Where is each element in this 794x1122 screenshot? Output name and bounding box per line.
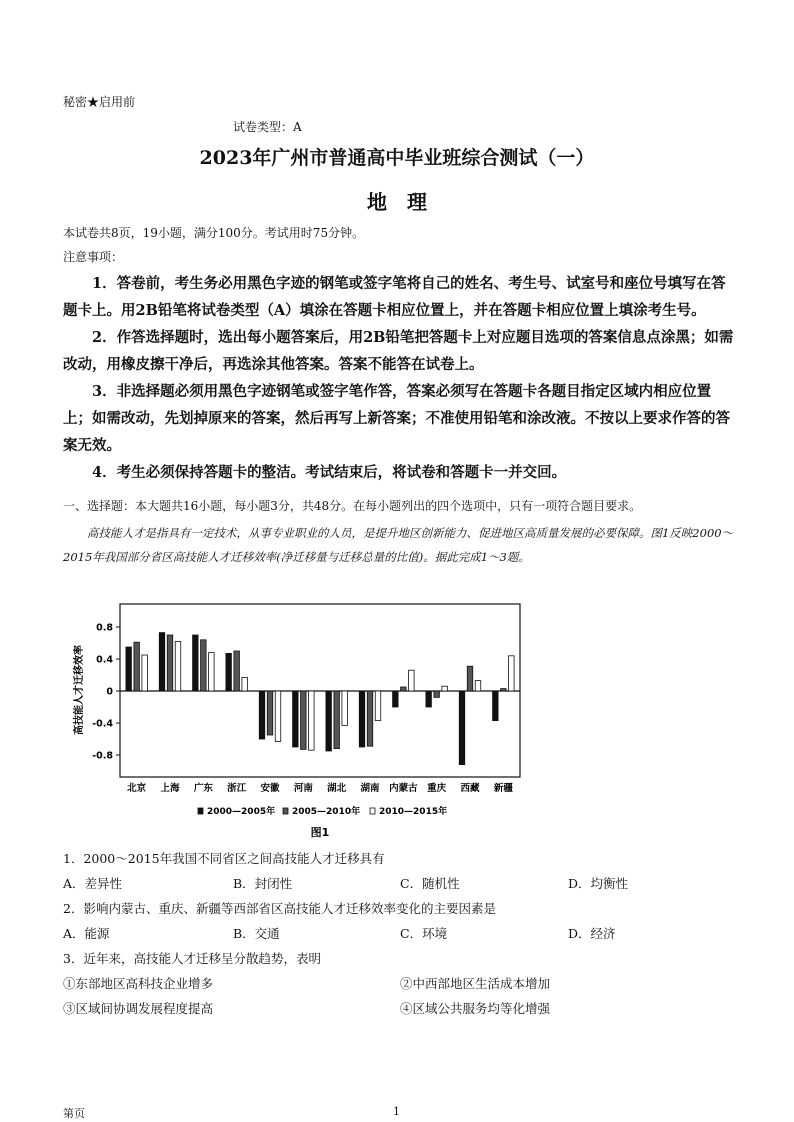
bar <box>142 655 148 691</box>
x-tick-label: 西藏 <box>460 783 480 794</box>
bar <box>242 677 248 691</box>
bar <box>359 691 365 747</box>
bar <box>367 691 373 746</box>
q2-option-a[interactable]: A．能源 <box>63 926 110 941</box>
bar <box>442 686 448 691</box>
q1-option-d[interactable]: D．均衡性 <box>568 876 629 891</box>
legend-swatch <box>370 808 375 814</box>
x-tick-label: 上海 <box>160 783 180 794</box>
x-tick-label: 湖南 <box>360 783 380 794</box>
q2-option-b[interactable]: B．交通 <box>233 926 280 941</box>
bar <box>167 635 173 691</box>
y-axis-label: 高技能人才迁移效率 <box>74 645 85 735</box>
x-tick-label: 安徽 <box>260 783 280 794</box>
x-tick-label: 湖北 <box>327 783 347 794</box>
exam-title: 2023年广州市普通高中毕业班综合测试（一） <box>199 147 595 169</box>
notice-item: 4．考生必须保持答题卡的整洁。考试结束后，将试卷和答题卡一并交回。 <box>92 464 567 481</box>
x-tick-label: 重庆 <box>427 783 447 794</box>
notice-item: 2．作答选择题时，选出每小题答案后，用2B铅笔把答题卡上对应题目选项的答案信息点涂黑；如需改动，用橡皮擦干净后，再选涂其他答案。答案不能答在试卷上。 <box>63 329 734 373</box>
legend-swatch <box>198 808 203 814</box>
bar <box>409 670 415 691</box>
notice-heading: 注意事项： <box>63 250 124 264</box>
x-tick-label: 浙江 <box>227 783 247 794</box>
legend-label: 2005—2010年 <box>292 807 361 817</box>
bar <box>375 691 381 721</box>
bar <box>459 691 465 765</box>
chart-title: 图1 <box>310 826 330 839</box>
bar <box>267 691 273 735</box>
bar <box>342 691 348 725</box>
notice-item: 3．非选择题必须用黑色字迹钢笔或签字笔作答，答案必须写在答题卡各题目指定区域内相应位置上；如需改动，先划掉原来的答案，然后再写上新答案；不准使用铅笔和涂改液。不按以上要求作答的答案无效。 <box>63 383 730 454</box>
q1-option-c[interactable]: C．随机性 <box>400 876 460 891</box>
legend-label: 2000—2005年 <box>207 807 276 817</box>
bar <box>301 691 307 749</box>
y-tick-label: 0 <box>106 686 113 698</box>
y-tick-label: -0.4 <box>92 718 113 730</box>
legend-swatch <box>283 808 288 814</box>
bar <box>175 641 181 691</box>
q3-statement-1: ①东部地区高科技企业增多 <box>63 976 214 991</box>
bar <box>326 691 332 751</box>
paper-type: 试卷类型：A <box>233 120 302 134</box>
y-tick-label: 0.4 <box>96 654 113 666</box>
x-tick-label: 新疆 <box>493 783 513 794</box>
bar <box>501 689 507 691</box>
confidential-label: 秘密★启用前 <box>63 95 136 109</box>
bar <box>334 691 340 749</box>
bar <box>309 691 315 750</box>
bar <box>209 653 215 691</box>
notice-item: 1．答卷前，考生务必用黑色字迹的钢笔或签字笔将自己的姓名、考生号、试室号和座位号填写在答题卡上。用2B铅笔将试卷类型（A）填涂在答题卡相应位置上，并在答题卡相应位置上填涂考生号。 <box>63 275 726 319</box>
bar <box>475 681 481 691</box>
y-tick-label: -0.8 <box>92 750 113 762</box>
q2-option-d[interactable]: D．经济 <box>568 926 616 941</box>
section-heading: 一、选择题：本大题共16小题，每小题3分，共48分。在每小题列出的四个选项中，只有一项符合题目要求。 <box>63 499 642 513</box>
bar <box>393 691 399 707</box>
bar <box>426 691 432 707</box>
q3-statement-4: ④区域公共服务均等化增强 <box>400 1001 551 1016</box>
footer-label: 第页 <box>63 1107 85 1120</box>
question-1-stem: 1．2000～2015年我国不同省区之间高技能人才迁移具有 <box>63 851 385 866</box>
bar <box>467 666 473 691</box>
q3-statement-2: ②中西部地区生活成本增加 <box>400 976 551 991</box>
exam-intro: 本试卷共8页，19小题，满分100分。考试用时75分钟。 <box>63 226 365 240</box>
x-tick-label: 内蒙古 <box>389 783 418 794</box>
legend-label: 2010—2015年 <box>379 807 448 817</box>
question-2-stem: 2．影响内蒙古、重庆、新疆等西部省区高技能人才迁移效率变化的主要因素是 <box>63 901 496 916</box>
x-tick-label: 北京 <box>127 783 147 794</box>
q1-option-a[interactable]: A．差异性 <box>63 876 123 891</box>
bar <box>193 635 199 691</box>
bar <box>509 656 515 691</box>
question-stem-material: 高技能人才是指具有一定技术，从事专业职业的人员，是提升地区创新能力、促进地区高质量发展的必要保障。图1反映2000～2015年我国部分省区高技能人才迁移效率(净迁移量与迁移总量的比值)。据此完成1～3题。 <box>63 526 734 564</box>
y-tick-label: 0.8 <box>96 622 113 634</box>
page-number: 1 <box>393 1105 400 1118</box>
bar <box>201 640 207 691</box>
subject-title: 地理 <box>367 190 447 214</box>
bar <box>401 687 407 691</box>
bar <box>434 691 440 697</box>
notice-list <box>63 270 735 486</box>
bar <box>259 691 265 739</box>
q1-option-b[interactable]: B．封闭性 <box>233 876 293 891</box>
bar <box>134 642 140 691</box>
bar <box>226 653 232 691</box>
bar <box>234 651 240 691</box>
q2-option-c[interactable]: C．环境 <box>400 926 448 941</box>
bar <box>293 691 299 747</box>
migration-efficiency-chart <box>60 598 540 843</box>
x-tick-label: 广东 <box>193 783 213 794</box>
bar <box>126 647 131 691</box>
bar <box>159 633 165 691</box>
x-tick-label: 河南 <box>293 783 313 794</box>
bar <box>275 691 281 741</box>
question-3-stem: 3．近年来，高技能人才迁移呈分散趋势，表明 <box>63 951 321 966</box>
q3-statement-3: ③区域间协调发展程度提高 <box>63 1001 214 1016</box>
bar <box>493 691 499 721</box>
